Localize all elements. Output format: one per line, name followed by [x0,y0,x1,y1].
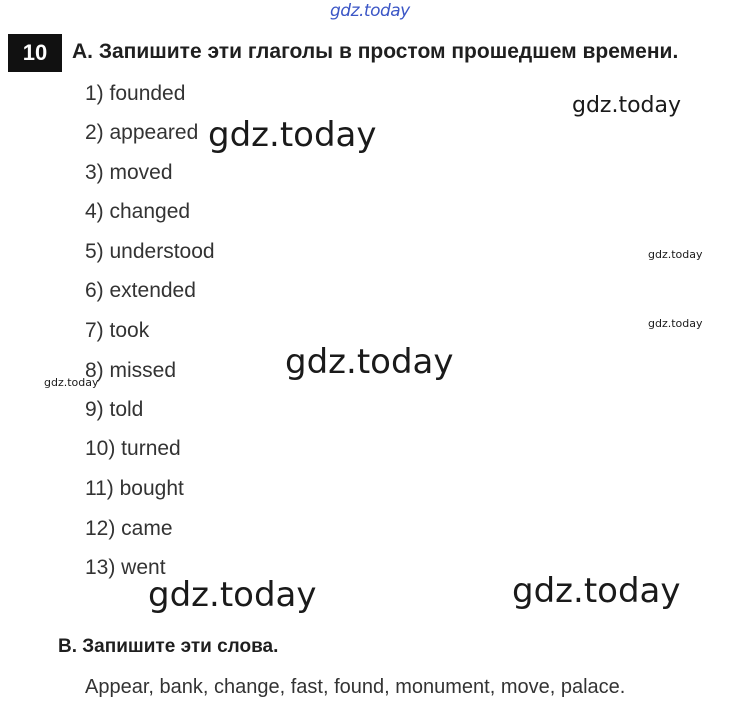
answer-item: 13) went [85,556,166,579]
watermark-top: gdz.today [330,1,410,21]
answer-item: 10) turned [85,437,181,460]
answer-item: 8) missed [85,359,177,382]
watermark: gdz.today [285,342,454,382]
part-b-word-list: Appear, bank, change, fast, found, monument, move, palace. [85,676,626,698]
watermark: gdz.today [648,248,703,261]
answer-item: 7) took [85,319,150,342]
answer-item: 1) founded [85,82,186,105]
watermark: gdz.today [648,317,703,330]
answer-item: 12) came [85,517,173,540]
watermark: gdz.today [44,376,99,389]
answer-item: 9) told [85,398,144,421]
watermark: gdz.today [148,575,317,615]
answer-item: 6) extended [85,279,196,302]
part-a-heading: A. Запишите эти глаголы в простом прошедшем времени. [72,40,679,63]
answer-item: 3) moved [85,161,173,184]
answer-item: 5) understood [85,240,215,263]
exercise-number-badge: 10 [8,34,62,72]
answer-item: 11) bought [85,477,184,500]
answer-item: 4) changed [85,200,191,223]
watermark: gdz.today [572,93,682,118]
watermark: gdz.today [512,571,681,611]
part-b-heading: B. Запишите эти слова. [58,636,279,657]
answer-item: 2) appeared [85,121,199,144]
watermark: gdz.today [208,115,377,155]
